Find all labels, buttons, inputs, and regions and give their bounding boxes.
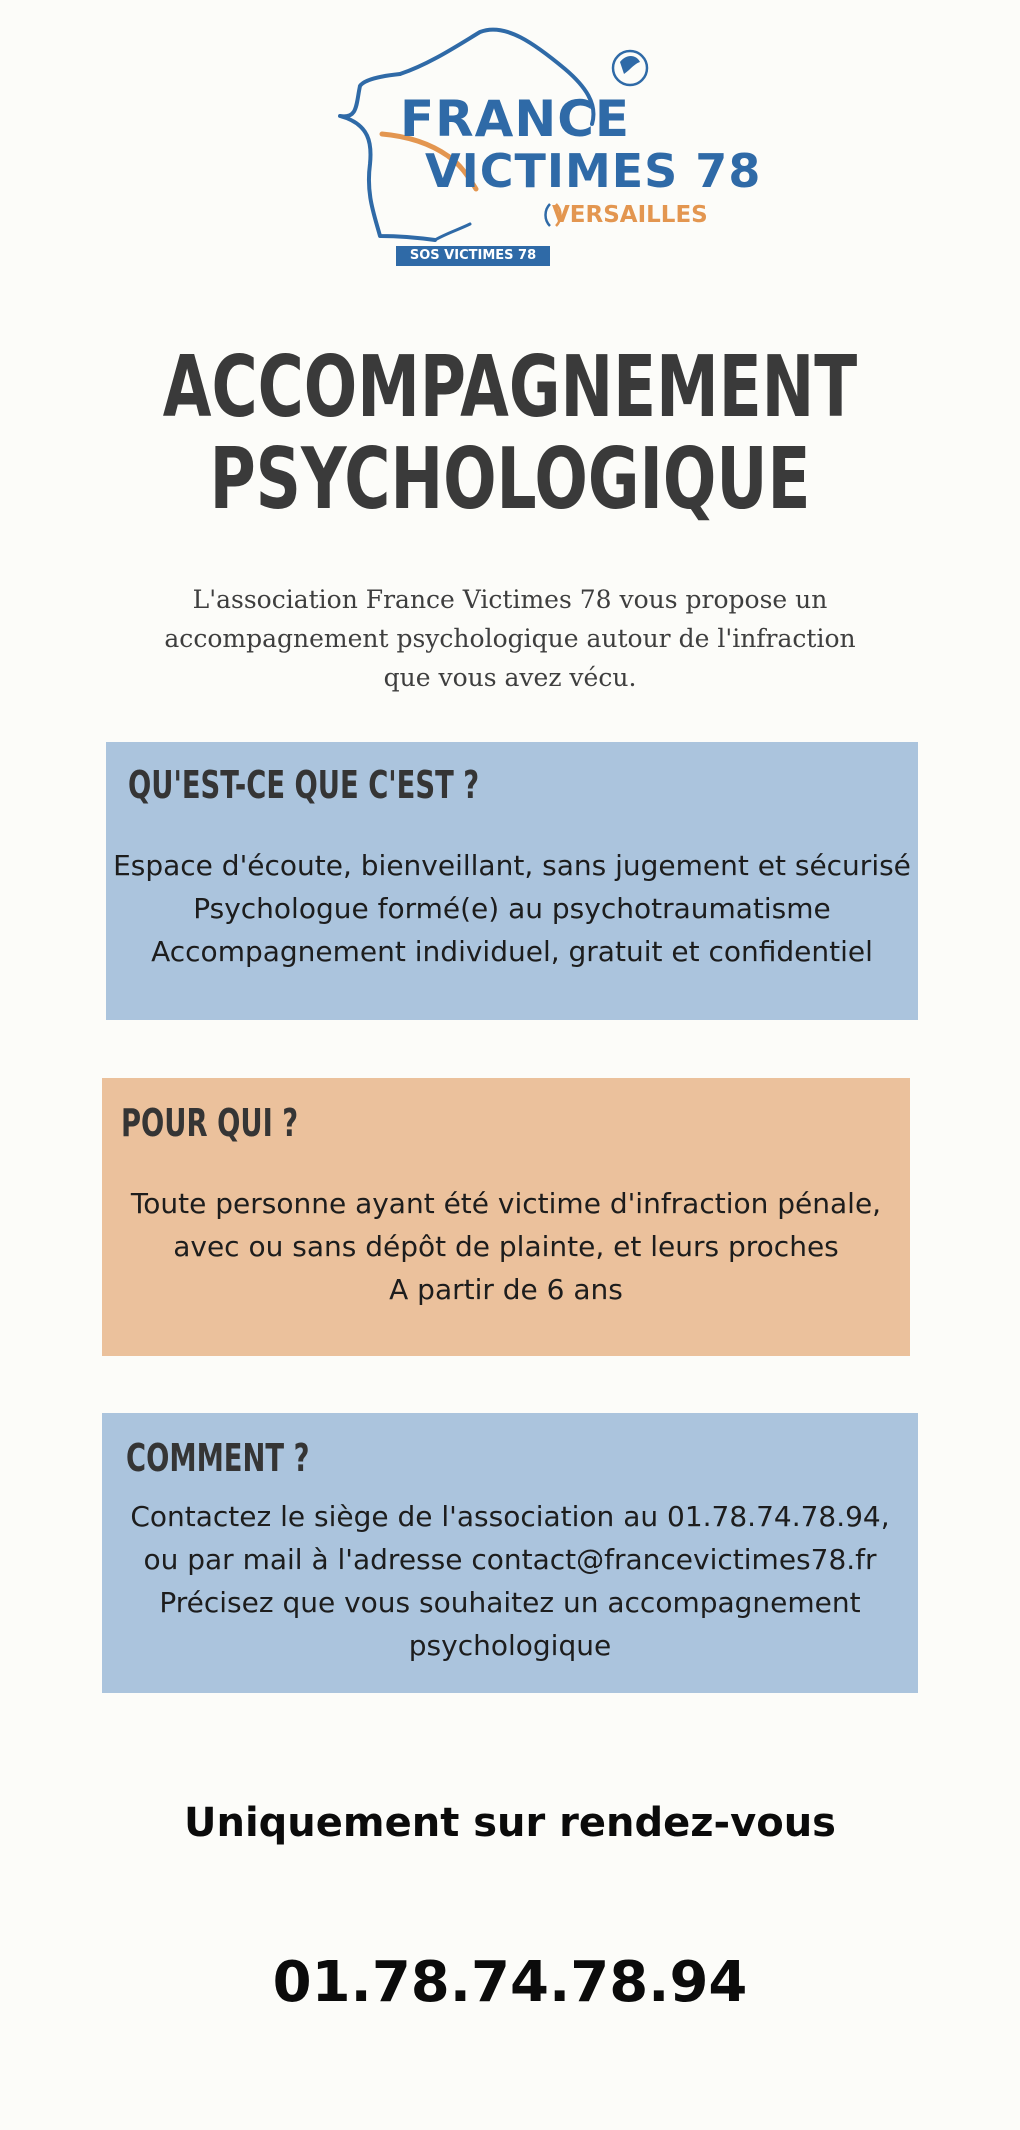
section-line: ou par mail à l'adresse contact@francevictimes78.fr: [143, 1543, 877, 1576]
section-line: A partir de 6 ans: [389, 1273, 623, 1306]
intro-line: L'association France Victimes 78 vous propose un: [192, 585, 828, 614]
intro-paragraph: [130, 580, 890, 697]
logo-versailles-text: VERSAILLES: [552, 202, 708, 228]
section-line: Toute personne ayant été victime d'infraction pénale,: [130, 1187, 882, 1220]
page-title: [133, 338, 888, 529]
page-title-line-1: ACCOMPAGNEMENT: [162, 338, 858, 437]
logo-victimes-text: VICTIMES 78: [425, 144, 762, 198]
intro-line: accompagnement psychologique autour de l'infraction: [164, 624, 856, 653]
section-how: [102, 1413, 918, 1693]
section-line: Contactez le siège de l'association au 01.78.74.78.94,: [130, 1500, 890, 1533]
section-line: psychologique: [408, 1629, 612, 1662]
section-body: [102, 1182, 910, 1311]
section-body: [106, 844, 918, 973]
section-title: POUR QUI ?: [121, 1101, 299, 1145]
intro-line: que vous avez vécu.: [383, 663, 637, 692]
section-line: Psychologue formé(e) au psychotraumatisme: [193, 892, 831, 925]
logo-france-text: FRANCE: [400, 90, 631, 148]
section-body: [102, 1495, 918, 1667]
section-line: Précisez que vous souhaitez un accompagnement: [159, 1586, 861, 1619]
logo-banner: SOS VICTIMES 78: [396, 246, 550, 266]
section-line: Espace d'écoute, bienveillant, sans jugement et sécurisé: [113, 849, 911, 882]
france-victimes-logo: [330, 24, 762, 274]
section-title: QU'EST-CE QUE C'EST ?: [128, 763, 480, 807]
section-for-whom: [102, 1078, 910, 1356]
section-line: Accompagnement individuel, gratuit et confidentiel: [151, 935, 873, 968]
appointment-notice: Uniquement sur rendez-vous: [184, 1800, 836, 1846]
page-title-line-2: PSYCHOLOGIQUE: [209, 430, 811, 529]
phone-number[interactable]: 01.78.74.78.94: [272, 1950, 748, 2015]
section-title: COMMENT ?: [126, 1436, 310, 1480]
section-line: avec ou sans dépôt de plainte, et leurs proches: [173, 1230, 839, 1263]
section-what-is-it: [106, 742, 918, 1020]
